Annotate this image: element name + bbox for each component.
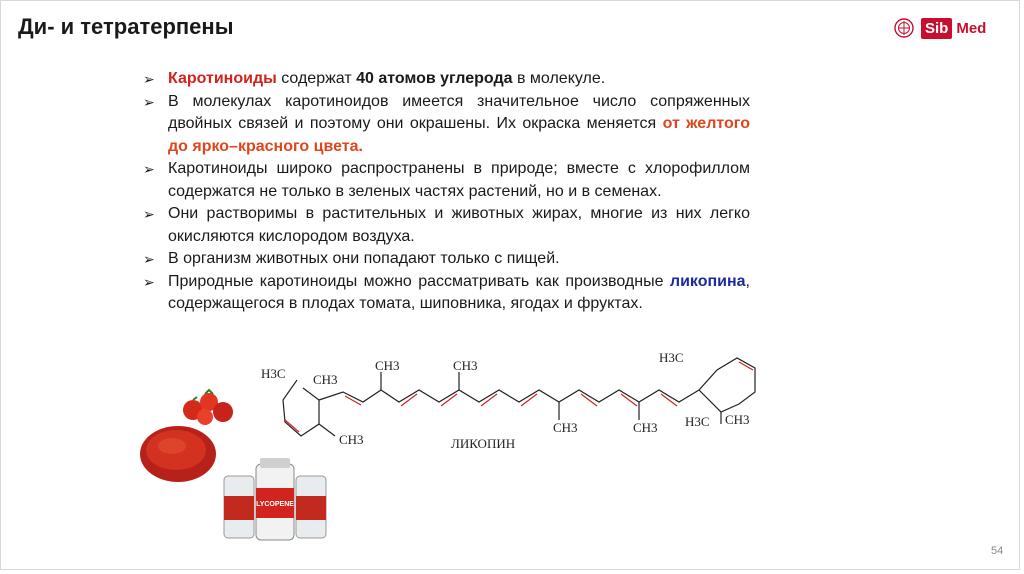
bullet-item bbox=[143, 271, 750, 316]
emblem-icon bbox=[893, 16, 915, 40]
bullet-text: , содержащегося в плодах томата, шиповника, ягодах и фруктах. bbox=[168, 272, 750, 312]
formula-label: CH3 bbox=[339, 432, 364, 447]
bullet-text: Они растворимы в растительных и животных жирах, многие из них легко окисляются кислородом воздуха. bbox=[168, 205, 750, 245]
lycopene-structure bbox=[255, 340, 775, 460]
arrow-bullet-icon: ➢ bbox=[143, 93, 155, 110]
sibmed-logo bbox=[893, 16, 986, 40]
bullet-text: содержат bbox=[276, 70, 357, 87]
bullet-text: в молекуле. bbox=[512, 70, 606, 87]
bullet-item bbox=[143, 203, 750, 248]
formula-label: CH3 bbox=[375, 358, 400, 373]
bullet-text: В организм животных они попадают только с пищей. bbox=[168, 250, 560, 267]
bullet-text: Природные каротиноиды можно рассматривать как производные bbox=[168, 272, 670, 290]
molecule-name: ЛИКОПИН bbox=[451, 436, 516, 451]
bullet-text: ликопина bbox=[669, 272, 746, 290]
formula-label: CH3 bbox=[725, 412, 750, 427]
formula-label: H3C bbox=[659, 350, 684, 365]
page-number: 54 bbox=[991, 545, 1004, 557]
arrow-bullet-icon: ➢ bbox=[143, 71, 155, 87]
arrow-bullet-icon: ➢ bbox=[143, 161, 155, 177]
formula-label: H3C bbox=[685, 414, 710, 429]
arrow-bullet-icon: ➢ bbox=[143, 251, 155, 267]
formula-label: CH3 bbox=[633, 420, 658, 435]
bullet-text: Каротиноиды bbox=[168, 70, 277, 87]
formula-label: CH3 bbox=[453, 358, 478, 373]
bullet-item bbox=[143, 248, 750, 271]
arrow-bullet-icon: ➢ bbox=[143, 206, 155, 222]
product-label: LYCOPENE bbox=[256, 501, 294, 508]
formula-label: CH3 bbox=[313, 372, 338, 387]
formula-label: CH3 bbox=[553, 420, 578, 435]
bullet-list bbox=[143, 68, 750, 316]
logo-sib: Sib bbox=[921, 18, 952, 39]
bullet-item bbox=[143, 158, 750, 203]
bullet-text: В молекулах каротиноидов имеется значительное число сопряженных двойных связей и поэтому они окрашены. Их окраска меняется bbox=[168, 92, 750, 132]
lycopene-powder-image bbox=[138, 420, 218, 485]
formula-label: H3C bbox=[261, 366, 286, 381]
bullet-text: от желтого до ярко–красного цвета. bbox=[168, 115, 750, 155]
bullet-text: Каротиноиды широко распространены в природе; вместе с хлорофиллом содержатся не только в зеленых частях растений, но и в семенах. bbox=[168, 160, 750, 200]
logo-med: Med bbox=[956, 19, 987, 37]
slide-title: Ди- и тетратерпены bbox=[18, 14, 234, 39]
bullet-item bbox=[143, 91, 750, 159]
arrow-bullet-icon: ➢ bbox=[143, 273, 155, 290]
bullet-text: 40 атомов углерода bbox=[356, 70, 513, 87]
supplement-bottles-image bbox=[220, 458, 330, 543]
bullet-item bbox=[143, 68, 750, 91]
